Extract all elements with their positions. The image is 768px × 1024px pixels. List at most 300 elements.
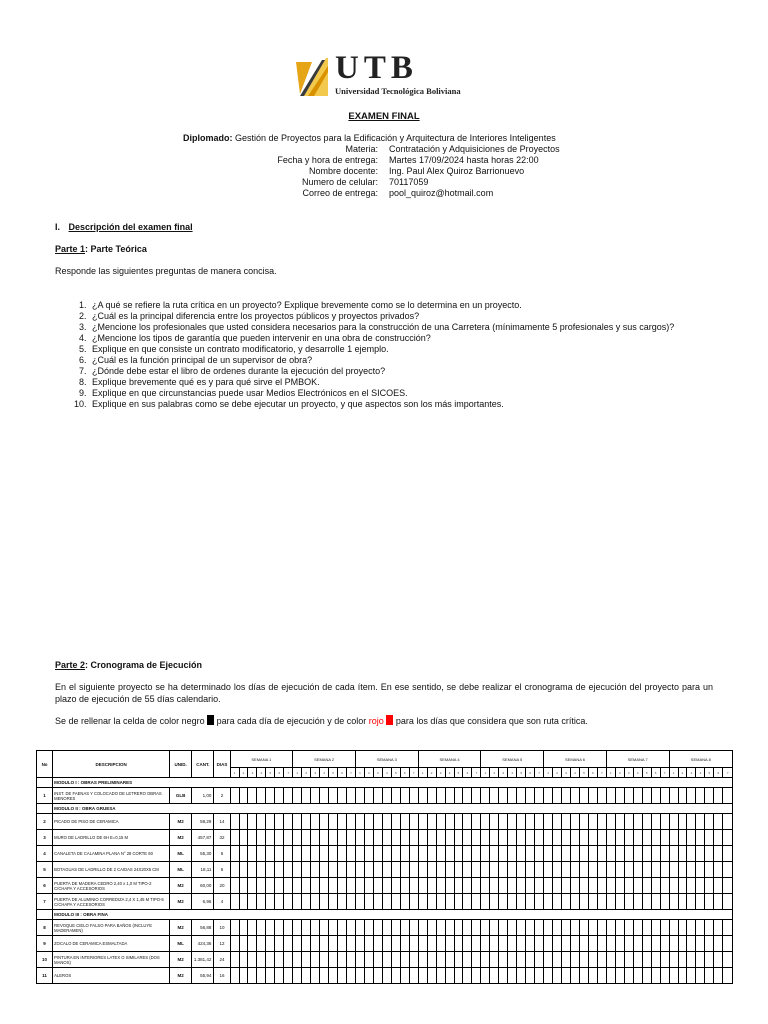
schedule-cell[interactable]	[490, 952, 499, 968]
schedule-cell[interactable]	[248, 878, 257, 894]
schedule-cell[interactable]	[284, 814, 293, 830]
schedule-cell[interactable]	[633, 920, 642, 936]
schedule-cell[interactable]	[669, 846, 678, 862]
schedule-cell[interactable]	[535, 846, 544, 862]
schedule-cell[interactable]	[329, 846, 338, 862]
schedule-cell[interactable]	[445, 862, 454, 878]
schedule-cell[interactable]	[633, 894, 642, 910]
schedule-cell[interactable]	[230, 878, 239, 894]
schedule-cell[interactable]	[642, 878, 651, 894]
schedule-cell[interactable]	[597, 814, 606, 830]
schedule-cell[interactable]	[517, 862, 526, 878]
schedule-cell[interactable]	[248, 846, 257, 862]
schedule-cell[interactable]	[427, 920, 436, 936]
schedule-cell[interactable]	[588, 936, 597, 952]
schedule-cell[interactable]	[311, 814, 320, 830]
schedule-cell[interactable]	[284, 830, 293, 846]
schedule-cell[interactable]	[642, 968, 651, 984]
schedule-cell[interactable]	[651, 968, 660, 984]
schedule-cell[interactable]	[606, 952, 615, 968]
schedule-cell[interactable]	[436, 846, 445, 862]
schedule-cell[interactable]	[642, 894, 651, 910]
schedule-cell[interactable]	[275, 814, 284, 830]
schedule-cell[interactable]	[302, 830, 311, 846]
schedule-cell[interactable]	[248, 952, 257, 968]
schedule-cell[interactable]	[284, 878, 293, 894]
schedule-cell[interactable]	[346, 788, 355, 804]
schedule-cell[interactable]	[723, 968, 733, 984]
schedule-cell[interactable]	[714, 814, 723, 830]
schedule-cell[interactable]	[418, 920, 427, 936]
schedule-cell[interactable]	[553, 846, 562, 862]
schedule-cell[interactable]	[364, 920, 373, 936]
schedule-cell[interactable]	[382, 894, 391, 910]
schedule-cell[interactable]	[642, 830, 651, 846]
schedule-cell[interactable]	[633, 878, 642, 894]
schedule-cell[interactable]	[400, 936, 409, 952]
schedule-cell[interactable]	[481, 846, 490, 862]
schedule-cell[interactable]	[696, 814, 705, 830]
schedule-cell[interactable]	[445, 846, 454, 862]
schedule-cell[interactable]	[230, 862, 239, 878]
schedule-cell[interactable]	[588, 814, 597, 830]
schedule-cell[interactable]	[409, 862, 418, 878]
schedule-cell[interactable]	[355, 788, 364, 804]
schedule-cell[interactable]	[266, 830, 275, 846]
schedule-cell[interactable]	[239, 814, 248, 830]
schedule-cell[interactable]	[624, 846, 633, 862]
schedule-cell[interactable]	[364, 814, 373, 830]
schedule-cell[interactable]	[445, 878, 454, 894]
schedule-cell[interactable]	[660, 936, 669, 952]
schedule-cell[interactable]	[355, 814, 364, 830]
schedule-cell[interactable]	[481, 920, 490, 936]
schedule-cell[interactable]	[364, 968, 373, 984]
schedule-cell[interactable]	[508, 968, 517, 984]
schedule-cell[interactable]	[445, 968, 454, 984]
schedule-cell[interactable]	[723, 862, 733, 878]
schedule-cell[interactable]	[490, 936, 499, 952]
schedule-cell[interactable]	[535, 788, 544, 804]
schedule-cell[interactable]	[624, 814, 633, 830]
schedule-cell[interactable]	[400, 788, 409, 804]
schedule-cell[interactable]	[642, 846, 651, 862]
schedule-cell[interactable]	[678, 968, 687, 984]
schedule-cell[interactable]	[669, 968, 678, 984]
schedule-cell[interactable]	[499, 862, 508, 878]
schedule-cell[interactable]	[597, 894, 606, 910]
schedule-cell[interactable]	[553, 920, 562, 936]
schedule-cell[interactable]	[275, 968, 284, 984]
schedule-cell[interactable]	[669, 920, 678, 936]
schedule-cell[interactable]	[499, 830, 508, 846]
schedule-cell[interactable]	[508, 952, 517, 968]
schedule-cell[interactable]	[615, 968, 624, 984]
schedule-cell[interactable]	[409, 846, 418, 862]
schedule-cell[interactable]	[454, 830, 463, 846]
schedule-cell[interactable]	[427, 814, 436, 830]
schedule-cell[interactable]	[239, 788, 248, 804]
schedule-cell[interactable]	[678, 936, 687, 952]
schedule-cell[interactable]	[535, 894, 544, 910]
schedule-cell[interactable]	[230, 814, 239, 830]
schedule-cell[interactable]	[266, 788, 275, 804]
schedule-cell[interactable]	[311, 788, 320, 804]
schedule-cell[interactable]	[373, 878, 382, 894]
schedule-cell[interactable]	[320, 814, 329, 830]
schedule-cell[interactable]	[687, 788, 696, 804]
schedule-cell[interactable]	[490, 862, 499, 878]
schedule-cell[interactable]	[284, 952, 293, 968]
schedule-cell[interactable]	[230, 894, 239, 910]
schedule-cell[interactable]	[571, 814, 580, 830]
schedule-cell[interactable]	[373, 846, 382, 862]
schedule-cell[interactable]	[517, 936, 526, 952]
schedule-cell[interactable]	[409, 878, 418, 894]
schedule-cell[interactable]	[311, 952, 320, 968]
schedule-cell[interactable]	[400, 968, 409, 984]
schedule-cell[interactable]	[275, 788, 284, 804]
schedule-cell[interactable]	[588, 862, 597, 878]
schedule-cell[interactable]	[409, 894, 418, 910]
schedule-cell[interactable]	[544, 920, 553, 936]
schedule-cell[interactable]	[508, 846, 517, 862]
schedule-cell[interactable]	[714, 894, 723, 910]
schedule-cell[interactable]	[633, 952, 642, 968]
schedule-cell[interactable]	[382, 862, 391, 878]
schedule-cell[interactable]	[391, 920, 400, 936]
schedule-cell[interactable]	[481, 936, 490, 952]
schedule-cell[interactable]	[382, 788, 391, 804]
schedule-cell[interactable]	[320, 952, 329, 968]
schedule-cell[interactable]	[705, 814, 714, 830]
schedule-cell[interactable]	[678, 862, 687, 878]
schedule-cell[interactable]	[257, 936, 266, 952]
schedule-cell[interactable]	[355, 952, 364, 968]
schedule-cell[interactable]	[669, 952, 678, 968]
schedule-cell[interactable]	[606, 830, 615, 846]
schedule-cell[interactable]	[400, 846, 409, 862]
schedule-cell[interactable]	[723, 936, 733, 952]
schedule-cell[interactable]	[723, 952, 733, 968]
schedule-cell[interactable]	[553, 830, 562, 846]
schedule-cell[interactable]	[436, 936, 445, 952]
schedule-cell[interactable]	[562, 952, 571, 968]
schedule-cell[interactable]	[355, 894, 364, 910]
schedule-cell[interactable]	[562, 862, 571, 878]
schedule-cell[interactable]	[320, 830, 329, 846]
schedule-cell[interactable]	[499, 936, 508, 952]
schedule-cell[interactable]	[436, 968, 445, 984]
schedule-cell[interactable]	[355, 968, 364, 984]
schedule-cell[interactable]	[571, 846, 580, 862]
schedule-cell[interactable]	[230, 788, 239, 804]
schedule-cell[interactable]	[427, 878, 436, 894]
schedule-cell[interactable]	[490, 920, 499, 936]
schedule-cell[interactable]	[445, 814, 454, 830]
schedule-cell[interactable]	[633, 862, 642, 878]
schedule-cell[interactable]	[579, 952, 588, 968]
schedule-cell[interactable]	[481, 814, 490, 830]
schedule-cell[interactable]	[544, 814, 553, 830]
schedule-cell[interactable]	[427, 846, 436, 862]
schedule-cell[interactable]	[544, 830, 553, 846]
schedule-cell[interactable]	[445, 788, 454, 804]
schedule-cell[interactable]	[302, 878, 311, 894]
schedule-cell[interactable]	[355, 920, 364, 936]
schedule-cell[interactable]	[329, 814, 338, 830]
schedule-cell[interactable]	[624, 920, 633, 936]
schedule-cell[interactable]	[624, 936, 633, 952]
schedule-cell[interactable]	[642, 952, 651, 968]
schedule-cell[interactable]	[606, 878, 615, 894]
schedule-cell[interactable]	[705, 920, 714, 936]
schedule-cell[interactable]	[409, 920, 418, 936]
schedule-cell[interactable]	[293, 788, 302, 804]
schedule-cell[interactable]	[526, 894, 535, 910]
schedule-cell[interactable]	[669, 788, 678, 804]
schedule-cell[interactable]	[687, 814, 696, 830]
schedule-cell[interactable]	[633, 788, 642, 804]
schedule-cell[interactable]	[248, 814, 257, 830]
schedule-cell[interactable]	[508, 788, 517, 804]
schedule-cell[interactable]	[633, 846, 642, 862]
schedule-cell[interactable]	[346, 862, 355, 878]
schedule-cell[interactable]	[409, 936, 418, 952]
schedule-cell[interactable]	[517, 920, 526, 936]
schedule-cell[interactable]	[472, 894, 481, 910]
schedule-cell[interactable]	[535, 878, 544, 894]
schedule-cell[interactable]	[230, 830, 239, 846]
schedule-cell[interactable]	[311, 936, 320, 952]
schedule-cell[interactable]	[660, 846, 669, 862]
schedule-cell[interactable]	[329, 952, 338, 968]
schedule-cell[interactable]	[553, 878, 562, 894]
schedule-cell[interactable]	[615, 846, 624, 862]
schedule-cell[interactable]	[329, 862, 338, 878]
schedule-cell[interactable]	[678, 920, 687, 936]
schedule-cell[interactable]	[705, 968, 714, 984]
schedule-cell[interactable]	[436, 830, 445, 846]
schedule-cell[interactable]	[660, 814, 669, 830]
schedule-cell[interactable]	[472, 936, 481, 952]
schedule-cell[interactable]	[723, 814, 733, 830]
schedule-cell[interactable]	[409, 830, 418, 846]
schedule-cell[interactable]	[436, 862, 445, 878]
schedule-cell[interactable]	[597, 878, 606, 894]
schedule-cell[interactable]	[651, 788, 660, 804]
schedule-cell[interactable]	[723, 920, 733, 936]
schedule-cell[interactable]	[579, 788, 588, 804]
schedule-cell[interactable]	[696, 846, 705, 862]
schedule-cell[interactable]	[606, 814, 615, 830]
schedule-cell[interactable]	[230, 936, 239, 952]
schedule-cell[interactable]	[579, 878, 588, 894]
schedule-cell[interactable]	[382, 878, 391, 894]
schedule-cell[interactable]	[597, 952, 606, 968]
schedule-cell[interactable]	[311, 862, 320, 878]
schedule-cell[interactable]	[454, 968, 463, 984]
schedule-cell[interactable]	[660, 788, 669, 804]
schedule-cell[interactable]	[562, 830, 571, 846]
schedule-cell[interactable]	[669, 814, 678, 830]
schedule-cell[interactable]	[723, 878, 733, 894]
schedule-cell[interactable]	[508, 878, 517, 894]
schedule-cell[interactable]	[364, 952, 373, 968]
schedule-cell[interactable]	[257, 952, 266, 968]
schedule-cell[interactable]	[579, 862, 588, 878]
schedule-cell[interactable]	[463, 968, 472, 984]
schedule-cell[interactable]	[678, 814, 687, 830]
schedule-cell[interactable]	[230, 846, 239, 862]
schedule-cell[interactable]	[338, 968, 347, 984]
schedule-cell[interactable]	[239, 862, 248, 878]
schedule-cell[interactable]	[248, 862, 257, 878]
schedule-cell[interactable]	[338, 878, 347, 894]
schedule-cell[interactable]	[490, 830, 499, 846]
schedule-cell[interactable]	[293, 920, 302, 936]
schedule-cell[interactable]	[311, 894, 320, 910]
schedule-cell[interactable]	[311, 846, 320, 862]
schedule-cell[interactable]	[526, 936, 535, 952]
schedule-cell[interactable]	[651, 952, 660, 968]
schedule-cell[interactable]	[373, 830, 382, 846]
schedule-cell[interactable]	[517, 894, 526, 910]
schedule-cell[interactable]	[311, 920, 320, 936]
schedule-cell[interactable]	[553, 968, 562, 984]
schedule-cell[interactable]	[364, 830, 373, 846]
schedule-cell[interactable]	[714, 788, 723, 804]
schedule-cell[interactable]	[275, 830, 284, 846]
schedule-cell[interactable]	[669, 936, 678, 952]
schedule-cell[interactable]	[400, 920, 409, 936]
schedule-cell[interactable]	[463, 788, 472, 804]
schedule-cell[interactable]	[409, 788, 418, 804]
schedule-cell[interactable]	[275, 846, 284, 862]
schedule-cell[interactable]	[302, 952, 311, 968]
schedule-cell[interactable]	[669, 862, 678, 878]
schedule-cell[interactable]	[320, 936, 329, 952]
schedule-cell[interactable]	[427, 936, 436, 952]
schedule-cell[interactable]	[400, 952, 409, 968]
schedule-cell[interactable]	[571, 862, 580, 878]
schedule-cell[interactable]	[463, 894, 472, 910]
schedule-cell[interactable]	[454, 952, 463, 968]
schedule-cell[interactable]	[526, 920, 535, 936]
schedule-cell[interactable]	[481, 862, 490, 878]
schedule-cell[interactable]	[535, 814, 544, 830]
schedule-cell[interactable]	[481, 952, 490, 968]
schedule-cell[interactable]	[239, 920, 248, 936]
schedule-cell[interactable]	[517, 952, 526, 968]
schedule-cell[interactable]	[248, 788, 257, 804]
schedule-cell[interactable]	[526, 968, 535, 984]
schedule-cell[interactable]	[705, 894, 714, 910]
schedule-cell[interactable]	[633, 830, 642, 846]
schedule-cell[interactable]	[275, 862, 284, 878]
schedule-cell[interactable]	[553, 788, 562, 804]
schedule-cell[interactable]	[597, 936, 606, 952]
schedule-cell[interactable]	[508, 920, 517, 936]
schedule-cell[interactable]	[642, 920, 651, 936]
schedule-cell[interactable]	[651, 830, 660, 846]
schedule-cell[interactable]	[346, 814, 355, 830]
schedule-cell[interactable]	[400, 830, 409, 846]
schedule-cell[interactable]	[606, 968, 615, 984]
schedule-cell[interactable]	[526, 814, 535, 830]
schedule-cell[interactable]	[346, 936, 355, 952]
schedule-cell[interactable]	[418, 952, 427, 968]
schedule-cell[interactable]	[239, 878, 248, 894]
schedule-cell[interactable]	[373, 894, 382, 910]
schedule-cell[interactable]	[248, 894, 257, 910]
schedule-cell[interactable]	[678, 788, 687, 804]
schedule-cell[interactable]	[391, 894, 400, 910]
schedule-cell[interactable]	[678, 846, 687, 862]
schedule-cell[interactable]	[472, 878, 481, 894]
schedule-cell[interactable]	[364, 788, 373, 804]
schedule-cell[interactable]	[409, 814, 418, 830]
schedule-cell[interactable]	[257, 862, 266, 878]
schedule-cell[interactable]	[499, 968, 508, 984]
schedule-cell[interactable]	[651, 878, 660, 894]
schedule-cell[interactable]	[579, 920, 588, 936]
schedule-cell[interactable]	[364, 894, 373, 910]
schedule-cell[interactable]	[463, 878, 472, 894]
schedule-cell[interactable]	[400, 878, 409, 894]
schedule-cell[interactable]	[239, 936, 248, 952]
schedule-cell[interactable]	[239, 846, 248, 862]
schedule-cell[interactable]	[266, 936, 275, 952]
schedule-cell[interactable]	[436, 920, 445, 936]
schedule-cell[interactable]	[463, 830, 472, 846]
schedule-cell[interactable]	[472, 788, 481, 804]
schedule-cell[interactable]	[454, 878, 463, 894]
schedule-cell[interactable]	[615, 814, 624, 830]
schedule-cell[interactable]	[624, 830, 633, 846]
schedule-cell[interactable]	[615, 894, 624, 910]
schedule-cell[interactable]	[499, 788, 508, 804]
schedule-cell[interactable]	[642, 862, 651, 878]
schedule-cell[interactable]	[293, 952, 302, 968]
schedule-cell[interactable]	[553, 814, 562, 830]
schedule-cell[interactable]	[705, 830, 714, 846]
schedule-cell[interactable]	[660, 862, 669, 878]
schedule-cell[interactable]	[705, 862, 714, 878]
schedule-cell[interactable]	[562, 878, 571, 894]
schedule-cell[interactable]	[445, 936, 454, 952]
schedule-cell[interactable]	[517, 846, 526, 862]
schedule-cell[interactable]	[329, 920, 338, 936]
schedule-cell[interactable]	[418, 788, 427, 804]
schedule-cell[interactable]	[669, 878, 678, 894]
schedule-cell[interactable]	[346, 894, 355, 910]
schedule-cell[interactable]	[508, 814, 517, 830]
schedule-cell[interactable]	[705, 952, 714, 968]
schedule-cell[interactable]	[266, 846, 275, 862]
schedule-cell[interactable]	[463, 936, 472, 952]
schedule-cell[interactable]	[508, 936, 517, 952]
schedule-cell[interactable]	[723, 894, 733, 910]
schedule-cell[interactable]	[311, 830, 320, 846]
schedule-cell[interactable]	[230, 920, 239, 936]
schedule-cell[interactable]	[562, 894, 571, 910]
schedule-cell[interactable]	[436, 788, 445, 804]
schedule-cell[interactable]	[490, 846, 499, 862]
schedule-cell[interactable]	[723, 788, 733, 804]
schedule-cell[interactable]	[418, 846, 427, 862]
schedule-cell[interactable]	[678, 894, 687, 910]
